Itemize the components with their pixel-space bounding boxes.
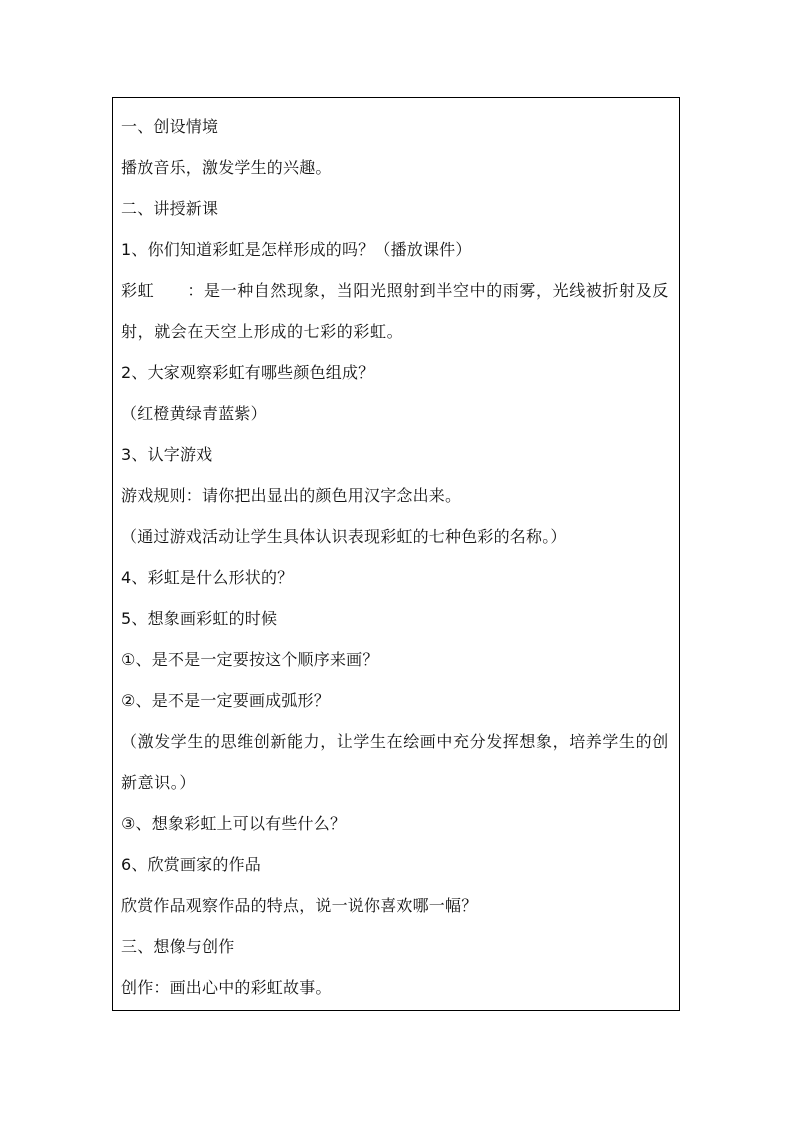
- section-heading-teach-new-lesson: 二、讲授新课: [121, 199, 219, 218]
- answer-rainbow-colors: （红橙黄绿青蓝紫）: [121, 404, 267, 423]
- heading-character-game: 3、认字游戏: [121, 445, 213, 464]
- paragraph-creative-thinking: （激发学生的思维创新能力，让学生在绘画中充分发挥想象，培养学生的创新意识。）: [121, 732, 669, 792]
- heading-imagine-drawing: 5、想象画彩虹的时候: [121, 609, 278, 628]
- paragraph-appreciate-question: 欣赏作品观察作品的特点，说一说你喜欢哪一幅？: [121, 896, 478, 915]
- lesson-plan-content: [121, 106, 673, 1008]
- paragraph-game-purpose: （通过游戏活动让学生具体认识表现彩虹的七种色彩的名称。）: [121, 527, 567, 546]
- paragraph-game-rules: 游戏规则：请你把出显出的颜色用汉字念出来。: [121, 486, 462, 505]
- paragraph-create-task: 创作：画出心中的彩虹故事。: [121, 978, 332, 997]
- section-heading-imagination-creation: 三、想像与创作: [121, 937, 235, 956]
- section-heading-create-scenario: 一、创设情境: [121, 117, 219, 136]
- question-arc-shape: ②、是不是一定要画成弧形？: [121, 691, 330, 710]
- question-how-rainbow-forms: 1、你们知道彩虹是怎样形成的吗？（播放课件）: [121, 240, 472, 259]
- question-rainbow-colors: 2、大家观察彩虹有哪些颜色组成？: [121, 363, 375, 382]
- question-order: ①、是不是一定要按这个顺序来画？: [121, 650, 379, 669]
- paragraph-play-music: 播放音乐，激发学生的兴趣。: [121, 158, 332, 177]
- heading-appreciate-artworks: 6、欣赏画家的作品: [121, 855, 261, 874]
- question-rainbow-shape: 4、彩虹是什么形状的？: [121, 568, 294, 587]
- paragraph-rainbow-definition: 彩虹 ：是一种自然现象，当阳光照射到半空中的雨雾，光线被折射及反射，就会在天空上形成的七彩的彩虹。: [121, 281, 669, 341]
- question-what-on-rainbow: ③、想象彩虹上可以有些什么？: [121, 814, 347, 833]
- lesson-plan-table-cell: [112, 97, 680, 1011]
